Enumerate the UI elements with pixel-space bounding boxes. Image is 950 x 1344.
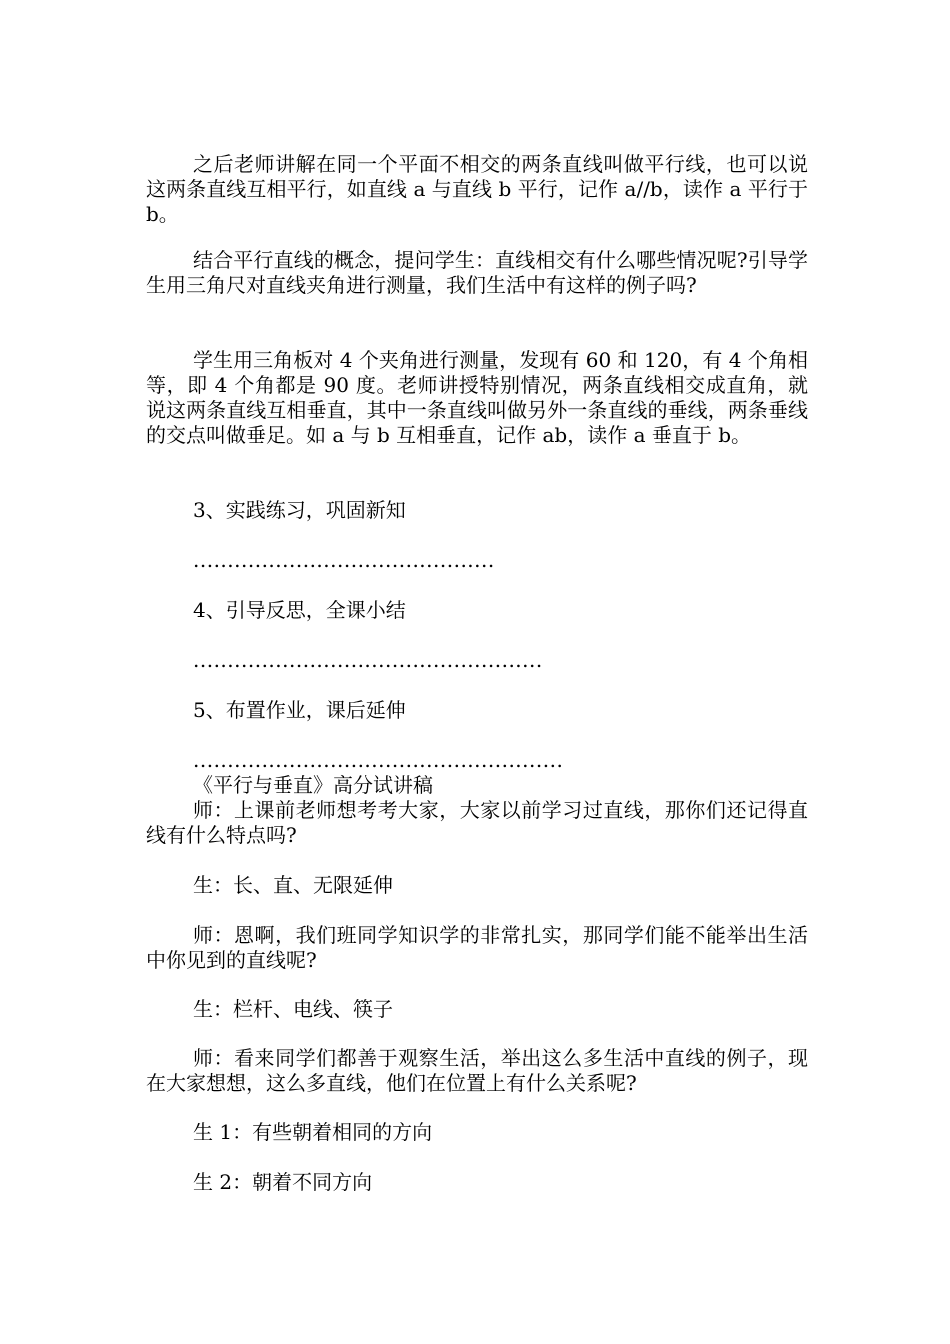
- dialogue-teacher-1: 师：上课前老师想考考大家，大家以前学习过直线，那你们还记得直线有什么特点吗?: [146, 798, 808, 847]
- heading-summary: 4、引导反思，全课小结: [193, 598, 406, 622]
- dialogue-teacher-2: 师：恩啊，我们班同学知识学的非常扎实，那同学们能不能举出生活中你见到的直线呢?: [146, 923, 808, 972]
- paragraph-perpendicular-definition: 学生用三角板对 4 个夹角进行测量，发现有 60 和 120，有 4 个角相等，即 4 个角都是 90 度。老师讲授特别情况，两条直线相交成直角，就说这两条直线互相垂直，其中一条直线叫做另外一条直线的垂线，两条垂线的交点叫做垂足。如 a 与 b 互相垂直，记作 ab，读作 a 垂直于 b。: [146, 348, 808, 447]
- heading-homework: 5、布置作业，课后延伸: [193, 698, 406, 722]
- section-title: 《平行与垂直》高分试讲稿: [193, 773, 433, 797]
- dialogue-teacher-3: 师：看来同学们都善于观察生活，举出这么多生活中直线的例子，现在大家想想，这么多直线，他们在位置上有什么关系呢?: [146, 1046, 808, 1095]
- paragraph-parallel-definition: 之后老师讲解在同一个平面不相交的两条直线叫做平行线，也可以说这两条直线互相平行，如直线 a 与直线 b 平行，记作 a//b，读作 a 平行于 b。: [146, 152, 808, 226]
- dialogue-student-4: 生 2：朝着不同方向: [193, 1170, 373, 1194]
- heading-practice: 3、实践练习，巩固新知: [193, 498, 406, 522]
- dialogue-student-1: 生：长、直、无限延伸: [193, 873, 393, 897]
- dialogue-student-3: 生 1：有些朝着相同的方向: [193, 1120, 433, 1144]
- ellipsis-line-3: ......................................................: [193, 748, 564, 772]
- dialogue-student-2: 生：栏杆、电线、筷子: [193, 997, 393, 1021]
- paragraph-intersection-question: 结合平行直线的概念，提问学生：直线相交有什么哪些情况呢?引导学生用三角尺对直线夹角进行测量，我们生活中有这样的例子吗?: [146, 248, 808, 297]
- ellipsis-line-2: ...................................................: [193, 648, 543, 672]
- ellipsis-line-1: ............................................: [193, 548, 495, 572]
